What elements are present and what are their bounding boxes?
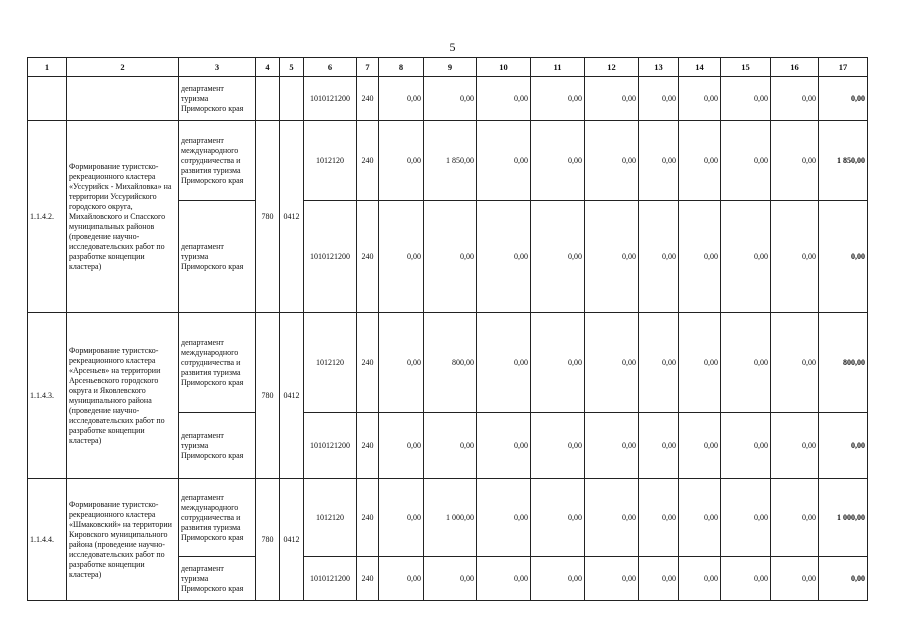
amount-cell: 1 000,00	[819, 479, 868, 557]
amount-cell: 0,00	[379, 77, 424, 121]
csr-code-cell: 1010121200	[304, 557, 357, 601]
table-row	[28, 313, 868, 413]
csr-code-cell: 1012120	[304, 121, 357, 201]
amount-cell: 0,00	[531, 313, 585, 413]
column-header: 16	[771, 58, 819, 77]
column-header: 3	[179, 58, 256, 77]
department-cell: департамент туризма Приморского края	[179, 77, 256, 121]
department-cell: департамент международного сотрудничества и развития туризма Приморского края	[179, 121, 256, 201]
amount-cell: 1 850,00	[424, 121, 477, 201]
amount-cell: 0,00	[679, 121, 721, 201]
amount-cell: 0,00	[585, 201, 639, 313]
csr-code-cell: 1010121200	[304, 413, 357, 479]
amount-cell: 0,00	[585, 77, 639, 121]
amount-cell: 0,00	[531, 121, 585, 201]
amount-cell: 0,00	[379, 557, 424, 601]
amount-cell: 0,00	[379, 121, 424, 201]
amount-cell: 0,00	[639, 121, 679, 201]
amount-cell: 0,00	[585, 557, 639, 601]
rz-cell: 0412	[280, 479, 304, 601]
vr-code-cell: 240	[357, 557, 379, 601]
amount-cell: 0,00	[379, 413, 424, 479]
column-header: 15	[721, 58, 771, 77]
amount-cell: 0,00	[721, 121, 771, 201]
department-cell: департамент туризма Приморского края	[179, 201, 256, 313]
vr-code-cell: 240	[357, 479, 379, 557]
amount-cell: 0,00	[379, 201, 424, 313]
amount-cell: 0,00	[819, 413, 868, 479]
amount-cell: 0,00	[679, 313, 721, 413]
column-header: 10	[477, 58, 531, 77]
amount-cell: 0,00	[721, 413, 771, 479]
item-number-cell: 1.1.4.4.	[28, 479, 67, 601]
amount-cell: 0,00	[424, 413, 477, 479]
amount-cell: 0,00	[771, 413, 819, 479]
page-number: 5	[449, 40, 456, 54]
amount-cell: 0,00	[477, 479, 531, 557]
csr-code-cell: 1010121200	[304, 77, 357, 121]
amount-cell: 0,00	[721, 479, 771, 557]
amount-cell: 0,00	[771, 479, 819, 557]
amount-cell: 0,00	[531, 479, 585, 557]
rz-cell: 0412	[280, 313, 304, 479]
amount-cell: 0,00	[679, 557, 721, 601]
header-row	[28, 58, 868, 77]
csr-code-cell: 1010121200	[304, 201, 357, 313]
amount-cell: 0,00	[771, 201, 819, 313]
amount-cell: 0,00	[771, 77, 819, 121]
amount-cell: 0,00	[477, 201, 531, 313]
table-row	[28, 121, 868, 201]
amount-cell: 0,00	[477, 77, 531, 121]
amount-cell: 0,00	[721, 557, 771, 601]
department-cell: департамент туризма Приморского края	[179, 557, 256, 601]
amount-cell: 0,00	[379, 313, 424, 413]
column-header: 12	[585, 58, 639, 77]
amount-cell: 0,00	[721, 77, 771, 121]
amount-cell: 0,00	[477, 557, 531, 601]
column-header: 4	[256, 58, 280, 77]
column-header: 1	[28, 58, 67, 77]
grbs-cell: 780	[256, 121, 280, 313]
amount-cell: 0,00	[679, 77, 721, 121]
column-header: 13	[639, 58, 679, 77]
amount-cell: 0,00	[679, 413, 721, 479]
amount-cell: 0,00	[585, 121, 639, 201]
vr-code-cell: 240	[357, 313, 379, 413]
item-title-cell: Формирование туристско-рекреационного кластера «Шмаковский» на территории Кировского муниципального района (проведение научно-исследовательских работ по разработке концепции кластера)	[67, 479, 179, 601]
amount-cell: 800,00	[819, 313, 868, 413]
grbs-cell: 780	[256, 313, 280, 479]
amount-cell: 0,00	[531, 413, 585, 479]
item-number-cell: 1.1.4.2.	[28, 121, 67, 313]
amount-cell: 0,00	[379, 479, 424, 557]
row-number-cell	[28, 77, 67, 121]
amount-cell: 0,00	[424, 201, 477, 313]
amount-cell: 0,00	[721, 313, 771, 413]
rz-cell	[280, 77, 304, 121]
budget-table	[27, 57, 868, 601]
department-cell: департамент международного сотрудничества и развития туризма Приморского края	[179, 479, 256, 557]
amount-cell: 0,00	[531, 201, 585, 313]
column-header: 11	[531, 58, 585, 77]
column-header: 2	[67, 58, 179, 77]
column-header: 9	[424, 58, 477, 77]
item-number-cell: 1.1.4.3.	[28, 313, 67, 479]
amount-cell: 800,00	[424, 313, 477, 413]
column-header: 17	[819, 58, 868, 77]
column-header: 6	[304, 58, 357, 77]
column-header: 5	[280, 58, 304, 77]
column-header: 14	[679, 58, 721, 77]
amount-cell: 0,00	[639, 201, 679, 313]
amount-cell: 0,00	[585, 313, 639, 413]
item-title-cell: Формирование туристско-рекреационного кластера «Уссурийск - Михайловка» на территории Уссурийского городского округа, Михайловского и Спасского муниципальных районов (проведение научно-исследовательских работ по разработке концепции кластера)	[67, 121, 179, 313]
vr-code-cell: 240	[357, 413, 379, 479]
grbs-cell: 780	[256, 479, 280, 601]
vr-code-cell: 240	[357, 121, 379, 201]
amount-cell: 1 000,00	[424, 479, 477, 557]
amount-cell: 0,00	[477, 121, 531, 201]
csr-code-cell: 1012120	[304, 313, 357, 413]
vr-code-cell: 240	[357, 77, 379, 121]
amount-cell: 0,00	[639, 479, 679, 557]
table-row	[28, 479, 868, 557]
amount-cell: 0,00	[585, 413, 639, 479]
amount-cell: 0,00	[639, 313, 679, 413]
amount-cell: 0,00	[679, 479, 721, 557]
amount-cell: 0,00	[424, 77, 477, 121]
amount-cell: 0,00	[819, 77, 868, 121]
row-title-cell	[67, 77, 179, 121]
amount-cell: 0,00	[819, 201, 868, 313]
amount-cell: 0,00	[819, 557, 868, 601]
amount-cell: 0,00	[477, 413, 531, 479]
csr-code-cell: 1012120	[304, 479, 357, 557]
grbs-cell	[256, 77, 280, 121]
amount-cell: 0,00	[639, 557, 679, 601]
vr-code-cell: 240	[357, 201, 379, 313]
amount-cell: 0,00	[639, 413, 679, 479]
amount-cell: 0,00	[639, 77, 679, 121]
table-row	[28, 77, 868, 121]
amount-cell: 0,00	[771, 121, 819, 201]
amount-cell: 0,00	[679, 201, 721, 313]
department-cell: департамент международного сотрудничества и развития туризма Приморского края	[179, 313, 256, 413]
column-header: 7	[357, 58, 379, 77]
rz-cell: 0412	[280, 121, 304, 313]
department-cell: департамент туризма Приморского края	[179, 413, 256, 479]
amount-cell: 0,00	[721, 201, 771, 313]
column-header: 8	[379, 58, 424, 77]
amount-cell: 0,00	[424, 557, 477, 601]
item-title-cell: Формирование туристско-рекреационного кластера «Арсеньев» на территории Арсеньевского городского округа и Яковлевского муниципального района (проведение научно-исследовательских работ по разработке концепции кластера)	[67, 313, 179, 479]
amount-cell: 0,00	[771, 313, 819, 413]
amount-cell: 0,00	[531, 557, 585, 601]
amount-cell: 1 850,00	[819, 121, 868, 201]
amount-cell: 0,00	[531, 77, 585, 121]
amount-cell: 0,00	[477, 313, 531, 413]
amount-cell: 0,00	[585, 479, 639, 557]
amount-cell: 0,00	[771, 557, 819, 601]
